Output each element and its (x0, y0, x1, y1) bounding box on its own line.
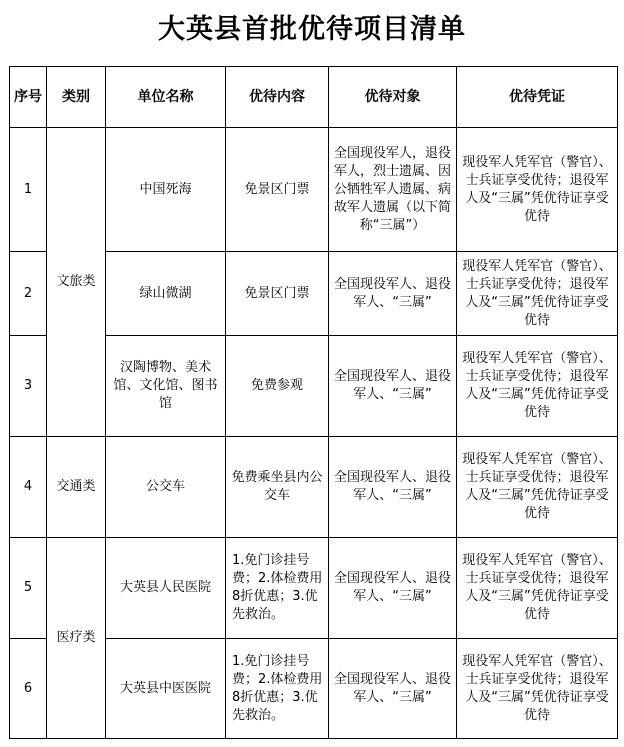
credential-cell: 现役军人凭军官（警官）、士兵证享受优待；退役军人及“三属”凭优待证享受优待 (457, 437, 618, 538)
table-row (10, 437, 618, 538)
row-no: 5 (10, 538, 47, 639)
table-row (10, 538, 618, 639)
benefits-table (9, 66, 618, 739)
target-cell: 全国现役军人、退役军人、“三属” (329, 437, 457, 538)
header-credential: 优待凭证 (457, 67, 618, 128)
header-no: 序号 (10, 67, 47, 128)
target-cell: 全国现役军人、退役军人、“三属” (329, 336, 457, 437)
content-cell: 1.免门诊挂号费；2.体检费用8折优惠；3.优先救治。 (226, 538, 329, 639)
content-cell: 免景区门票 (226, 252, 329, 336)
content-cell: 免费乘坐县内公交车 (226, 437, 329, 538)
category-cell: 医疗类 (47, 538, 106, 739)
credential-cell: 现役军人凭军官（警官）、士兵证享受优待；退役军人及“三属”凭优待证享受优待 (457, 336, 618, 437)
credential-cell: 现役军人凭军官（警官）、士兵证享受优待；退役军人及“三属”凭优待证享受优待 (457, 538, 618, 639)
target-cell: 全国现役军人、退役军人、“三属” (329, 538, 457, 639)
content-cell: 免费参观 (226, 336, 329, 437)
header-target: 优待对象 (329, 67, 457, 128)
content-cell: 免景区门票 (226, 128, 329, 252)
category-cell: 交通类 (47, 437, 106, 538)
row-no: 4 (10, 437, 47, 538)
credential-cell: 现役军人凭军官（警官）、士兵证享受优待；退役军人及“三属”凭优待证享受优待 (457, 252, 618, 336)
category-cell: 文旅类 (47, 128, 106, 437)
credential-cell: 现役军人凭军官（警官）、士兵证享受优待；退役军人及“三属”凭优待证享受优待 (457, 639, 618, 739)
header-category: 类别 (47, 67, 106, 128)
header-unit: 单位名称 (106, 67, 226, 128)
unit-cell: 大英县人民医院 (106, 538, 226, 639)
unit-cell: 大英县中医医院 (106, 639, 226, 739)
header-content: 优待内容 (226, 67, 329, 128)
page-title: 大英县首批优待项目清单 (158, 14, 466, 45)
unit-cell: 中国死海 (106, 128, 226, 252)
table-header-row (10, 67, 618, 128)
unit-cell: 汉陶博物、美术馆、文化馆、图书馆 (106, 336, 226, 437)
target-cell: 全国现役军人，退役军人，烈士遗属、因公牺牲军人遗属、病故军人遗属（以下简称“三属”） (329, 128, 457, 252)
table-row (10, 128, 618, 252)
unit-cell: 绿山微湖 (106, 252, 226, 336)
row-no: 2 (10, 252, 47, 336)
target-cell: 全国现役军人、退役军人、“三属” (329, 252, 457, 336)
credential-cell: 现役军人凭军官（警官）、士兵证享受优待；退役军人及“三属”凭优待证享受优待 (457, 128, 618, 252)
target-cell: 全国现役军人、退役军人、“三属” (329, 639, 457, 739)
row-no: 1 (10, 128, 47, 252)
unit-cell: 公交车 (106, 437, 226, 538)
row-no: 3 (10, 336, 47, 437)
content-cell: 1.免门诊挂号费；2.体检费用8折优惠；3.优先救治。 (226, 639, 329, 739)
row-no: 6 (10, 639, 47, 739)
